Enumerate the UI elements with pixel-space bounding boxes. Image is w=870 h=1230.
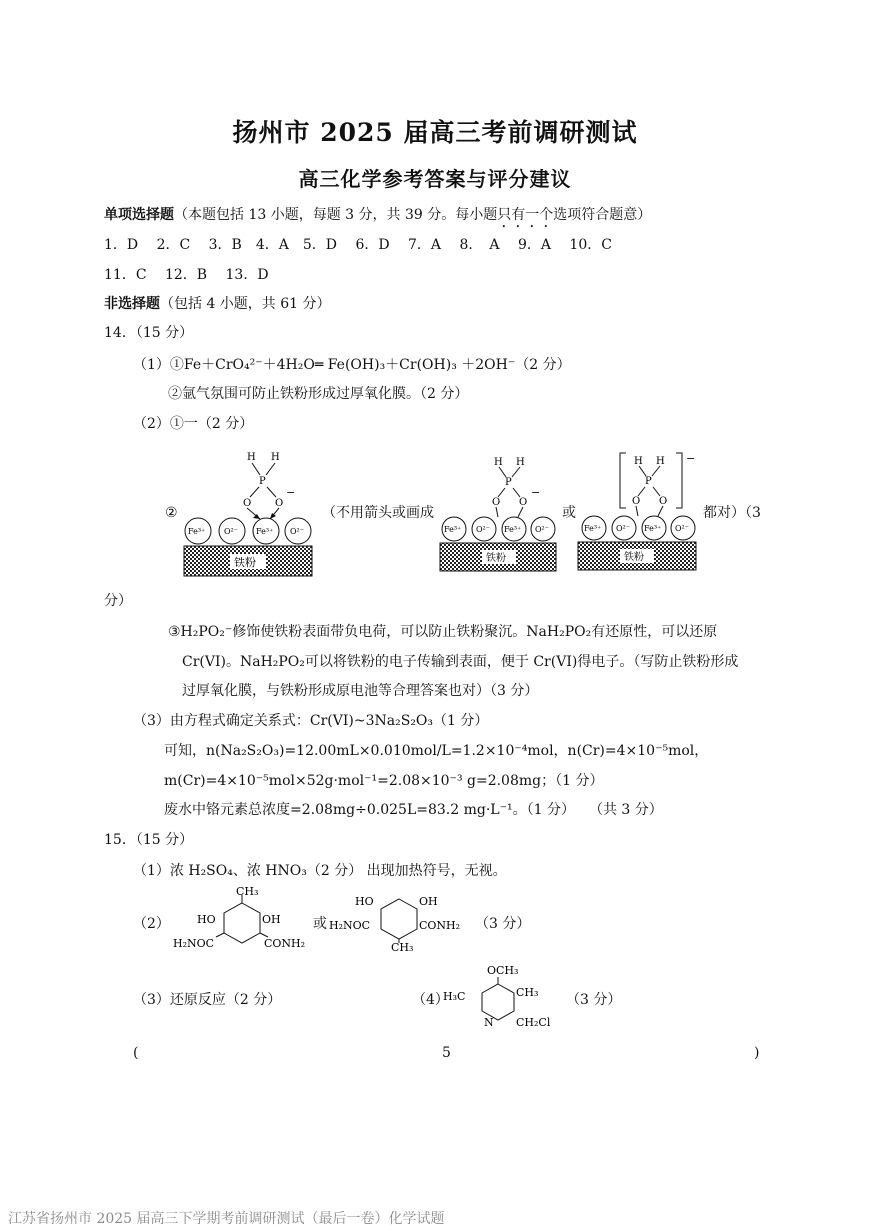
p-label-2: P [505, 477, 512, 488]
structure-b [327, 887, 472, 955]
q15-p4-label: （4） [412, 992, 449, 1008]
fe-label-1: Fe³⁺ [188, 527, 206, 536]
struct-b-top-right: OH [419, 895, 438, 908]
nonmc-heading: 非选择题 [104, 296, 160, 312]
fe-label-6: Fe³⁺ [644, 524, 662, 533]
h-label-6: H [656, 456, 665, 467]
q14-p1-line1: （1）①Fe＋CrO₄²⁻＋4H₂O═ Fe(OH)₃＋Cr(OH)₃ ＋2OH⁻（2 分） [133, 357, 571, 373]
page-subtitle: 高三化学参考答案与评分建议 [298, 167, 572, 191]
q14-p2-3-line1: ③H₂PO₂⁻修饰使铁粉表面带负电荷，可以防止铁粉聚沉。NaH₂PO₂有还原性，可以还原 [168, 624, 718, 640]
fe-label-5: Fe³⁺ [584, 524, 602, 533]
mc-desc-pre: （本题包括 13 小题，每题 3 分，共 39 分。每小题 [174, 207, 498, 223]
adsorption-figure-1 [180, 444, 315, 579]
h-label-4: H [516, 457, 525, 468]
q14-p2-text1: （不用箭头或画成 [322, 505, 434, 521]
powder-label-2: 铁粉 [486, 553, 506, 564]
struct-a-left-oh: HO [197, 913, 216, 926]
q15-header: 15．（15 分） [104, 832, 194, 848]
q14-p2-cont: 分） [104, 593, 132, 609]
fe-label-3: Fe³⁺ [444, 525, 462, 534]
struct-a-bottom-right: CONH₂ [264, 937, 306, 950]
o2-label-2: O²⁻ [290, 527, 304, 536]
q15-p2-label: （2） [133, 916, 170, 932]
q15-p3: （3）还原反应（2 分） [133, 992, 282, 1008]
page-title: 扬州市 2025 届高三考前调研测试 [232, 118, 638, 147]
mc-heading: 单项选择题 [104, 207, 174, 223]
q14-p3-line2: 可知，n(Na₂S₂O₃)=12.00mL×0.010mol/L=1.2×10⁻⁴mol，n(Cr)=4×10⁻⁵mol， [164, 743, 709, 759]
h-label-1: H [247, 452, 256, 463]
nonmc-desc: （包括 4 小题，共 61 分） [160, 296, 331, 312]
o-label-3: O [492, 497, 501, 508]
o-label-5: O [632, 496, 641, 507]
structure-a [170, 885, 315, 957]
footer-watermark: 江苏省扬州市 2025 届高三下学期考前调研测试（最后一卷）化学试题 [8, 1211, 445, 1227]
q14-p2-3-line3: 过厚氧化膜，与铁粉形成原电池等合理答案也对）（3 分） [182, 683, 539, 699]
o2-label-4: O²⁻ [535, 525, 549, 534]
structure-c [440, 962, 565, 1034]
struct-a-bottom-left: H₂NOC [173, 937, 215, 950]
q15-p1: （1）浓 H₂SO₄、浓 HNO₃（2 分） 出现加热符号，无视。 [133, 863, 507, 879]
p-label-3: P [645, 476, 652, 487]
q14-p2-marker: ② [165, 505, 178, 521]
struct-b-right: CONH₂ [419, 919, 461, 932]
mc-answers-row1: 1．D 2．C 3．B 4．A 5．D 6．D 7．A 8． A 9．A 10．C [104, 237, 612, 253]
q14-p3-line3: m(Cr)=4×10⁻⁵mol×52g·mol⁻¹=2.08×10⁻³ g=2.08mg；（1 分） [164, 773, 604, 789]
adsorption-figure-2 [438, 450, 558, 575]
page-number: 5 [442, 1045, 451, 1061]
struct-c-sub: CH₂Cl [516, 1016, 551, 1029]
o2-label-6: O²⁻ [675, 524, 689, 533]
fe-label-4: Fe³⁺ [504, 525, 522, 534]
minus-label: − [286, 486, 296, 499]
o-label-1: O [243, 498, 252, 509]
nonmc-section [104, 294, 331, 314]
minus-label-2: − [531, 486, 541, 499]
page-right-paren: ) [754, 1045, 760, 1061]
o2-label-1: O²⁻ [224, 527, 238, 536]
q15-p4-score: （3 分） [566, 992, 622, 1008]
struct-b-top-left: HO [355, 895, 374, 908]
page-left-paren: ( [133, 1045, 139, 1061]
adsorption-figure-3 [576, 448, 701, 576]
q14-p2-3-line2: Cr(VI)。NaH₂PO₂可以将铁粉的电子传输到表面，便于 Cr(VI)得电子。（写防止铁粉形成 [182, 654, 739, 670]
q14-p1-line2: ②氩气氛围可防止铁粉形成过厚氧化膜。（2 分） [168, 386, 469, 402]
struct-a-right-oh: OH [262, 913, 281, 926]
o-label-6: O [659, 496, 668, 507]
struct-c-right: CH₃ [516, 986, 539, 999]
mc-desc-post: 选项符合题意） [553, 207, 652, 223]
minus-label-3: − [686, 452, 696, 465]
p-label: P [259, 476, 266, 487]
powder-label-1: 铁粉 [234, 556, 256, 569]
struct-c-n: N [484, 1016, 494, 1029]
struct-a-top: CH₃ [236, 885, 259, 898]
q14-header: 14．（15 分） [104, 325, 194, 341]
struct-c-top: OCH₃ [487, 964, 519, 977]
q14-p3-line4: 废水中铬元素总浓度=2.08mg÷0.025L=83.2 mg·L⁻¹。（1 分） （共 3 分） [164, 802, 663, 818]
q15-p2-or: 或 [313, 916, 327, 932]
o-label-4: O [519, 497, 528, 508]
o2-label-5: O²⁻ [616, 524, 630, 533]
fe-label-2: Fe³⁺ [256, 527, 274, 536]
h-label-5: H [634, 456, 643, 467]
mc-answers-row2: 11．C 12．B 13．D [104, 267, 269, 283]
q15-p2-score: （3 分） [475, 916, 531, 932]
powder-label-3: 铁粉 [624, 552, 644, 563]
h-label-2: H [271, 452, 280, 463]
o-label-2: O [275, 498, 284, 509]
q14-p2-line1: （2）①一（2 分） [133, 416, 254, 432]
h-label-3: H [494, 457, 503, 468]
q14-p3-line1: （3）由方程式确定关系式：Cr(VI)~3Na₂S₂O₃（1 分） [133, 713, 489, 729]
q14-p2-text2: 都对）（3 [703, 505, 761, 521]
mc-desc-emph: 只有一个 [497, 207, 554, 223]
struct-c-left: H₃C [443, 990, 466, 1003]
mc-section [104, 205, 651, 231]
o2-label-3: O²⁻ [476, 525, 490, 534]
struct-b-left: H₂NOC [329, 919, 371, 932]
q14-p2-or: 或 [562, 505, 576, 521]
struct-b-bottom: CH₃ [391, 941, 414, 954]
